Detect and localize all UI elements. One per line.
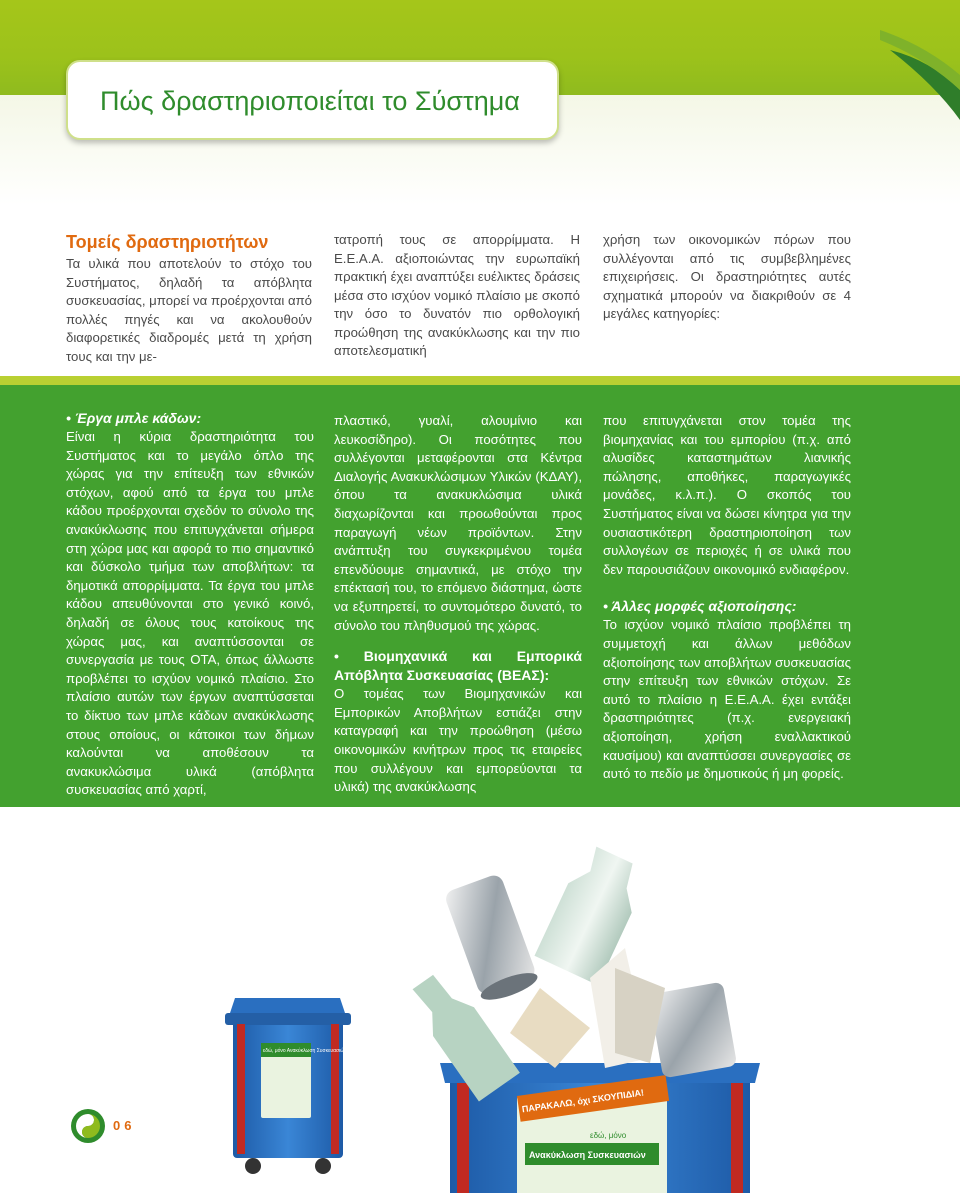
blue-bins-text-cont: πλαστικό, γυαλί, αλουμίνιο και λευκοσίδηρο). Οι ποσότητες που συλλέγονται μεταφέρονται στα Κέντρα Διαλογής Ανακυκλώσιμων Υλικών (ΚΔΑΥ), όπου τα ανακυκλώσιμα υλικά διαχωρίζονται και προωθούνται προς παραγωγή νέων προϊόντων. Στην ανάπτυξη του συγκεκριμένου τομέα επενδύουμε σημαντικά, με στόχο την επέκτασή του, το επόμενο διάστημα, ώστε να εξυπηρετεί, το συντομότερο δυνατό, το σύνολο του πληθυσμού της χώρας. [334, 413, 582, 633]
other-text: Το ισχύον νομικό πλαίσιο προβλέπει τη συμμετοχή και άλλων μεθόδων αξιοποίησης των αποβλήτων συσκευασίας στην επίτευξη των εθνικών στόχων. Σε αυτό το πλαίσιο η Ε.Ε.Α.Α. έχει εντάξει δραστηριότητες (π.χ. ενεργειακή αξιοποίηση, χρήση εναλλακτικού καυσίμου) και αναπτύσσει συνεργασίες σε αυτό το πεδίο με δημοτικούς ή μη φορείς. [603, 617, 851, 782]
green-col-1 [66, 409, 314, 800]
intro-text-3: χρήση των οικονομικών πόρων που συλλέγονται από τις συμβεβλημένες επιχειρήσεις. Οι δραστηριότητες αυτές σχηματικά μπορούν να διακριθούν σε 4 μεγάλες κατηγορίες: [603, 232, 851, 321]
intro-text-1: Τα υλικά που αποτελούν το στόχο του Συστήματος, δηλαδή τα απόβλητα συσκευασίας, μπορεί να προέρχονται από πολλές πηγές και να ακολουθούν διαφορετικές διαδρομές μετά τη χρήση τους και την με- [66, 256, 312, 364]
small-bin [225, 998, 351, 1174]
big-bin-banner: ΠΑΡΑΚΑΛΩ, όχι ΣΚΟΥΠΙΔΙΑ! [521, 1087, 645, 1115]
intro-text-2: τατροπή τους σε απορρίμματα. Η Ε.Ε.Α.Α. αξιοποιώντας την ευρωπαϊκή πρακτική έχει αναπτύξει ευέλικτες δράσεις μέσα στο ισχύον νομικό πλαίσιο με σκοπό την όσο το δυνατόν πιο ορθολογική προώθηση της ανακύκλωσης και την πιο αποτελεσματική [334, 232, 580, 358]
beas-text-cont: που επιτυγχάνεται στον τομέα της βιομηχανίας και του εμπορίου (π.χ. από αλυσίδες καταστημάτων λιανικής πώλησης, αποθήκες, παραγωγικές μονάδες, κ.λ.π.). Ο σκοπός του Συστήματος είναι να δώσει κίνητρα για την ουσιαστικότερη δραστηριοποίηση των συλλογέων σε περιοχές ή σε υλικά που δεν παρουσιάζουν οικονομικό ενδιαφέρον. [603, 413, 851, 577]
intro-col-1 [66, 231, 312, 366]
intro-col-3 [603, 231, 851, 324]
intro-col-2 [334, 231, 580, 361]
page-number: 06 [113, 1118, 136, 1133]
title-box [66, 60, 559, 140]
big-bin-sticker-title: Ανακύκλωση Συσκευασιών [529, 1150, 646, 1160]
green-divider [0, 376, 960, 385]
beas-text: Ο τομέας των Βιομηχανικών και Εμπορικών Αποβλήτων εστιάζει στην καταγραφή και την προώθηση (μέσω οικονομικών κινήτρων προς τις εταιρείες που συλλέγουν και εμπορεύονται τα υλικά) της ανακύκλωσης [334, 686, 582, 795]
corner-decoration [880, 30, 960, 120]
recycling-bins-photo [195, 838, 895, 1193]
section-heading: Τομείς δραστηριοτήτων [66, 232, 269, 252]
beas-heading: • Βιομηχανικά και Εμπορικά Απόβλητα Συσκευασίας (ΒΕΑΣ): [334, 648, 582, 684]
green-col-3 [603, 412, 851, 784]
page-title: Πώς δραστηριοποιείται το Σύστημα [100, 86, 520, 116]
recyclables [404, 842, 737, 1101]
other-heading: • Άλλες μορφές αξιοποίησης: [603, 598, 797, 615]
big-bin-sticker-top: εδώ, μόνο [590, 1131, 627, 1140]
green-col-2 [334, 412, 582, 797]
small-bin-sticker: εδώ, μόνο Ανακύκλωση Συσκευασιών [263, 1048, 347, 1054]
green-dot-logo [70, 1108, 106, 1144]
blue-bins-heading: • Έργα μπλε κάδων: [66, 410, 202, 426]
blue-bins-text: Είναι η κύρια δραστηριότητα του Συστήματος και το μεγάλο όπλο της χώρας για την επίτευξη των εθνικών στόχων, αφού από τα έργα του μπλε κάδου προέρχονται σχεδόν το σύνολο της ανακύκλωσης που επιτυγχάνεται σήμερα στη χώρα μας και αφορά το πιο σημαντικό και δύσκολο τμήμα των αποβλήτων: τα δημοτικά απορρίμματα. Τα έργα του μπλε κάδου απευθύνονται στο γενικό κοινό, δηλαδή σε όλους τους κατοίκους της χώρας μας, και αναπτύσσονται σε συνεργασία με τους ΟΤΑ, όπως άλλωστε προβλέπει το ισχύον νομικό πλαίσιο. Στο πλαίσιο αυτών των έργων αναπτύσσεται το δίκτυο των μπλε κάδων ανακύκλωσης στους οποίους, οι κάτοικοι των δήμων καλούνται να αποθέσουν τα ανακυκλώσιμα υλικά (απόβλητα συσκευασίας από χαρτί, [66, 429, 314, 798]
